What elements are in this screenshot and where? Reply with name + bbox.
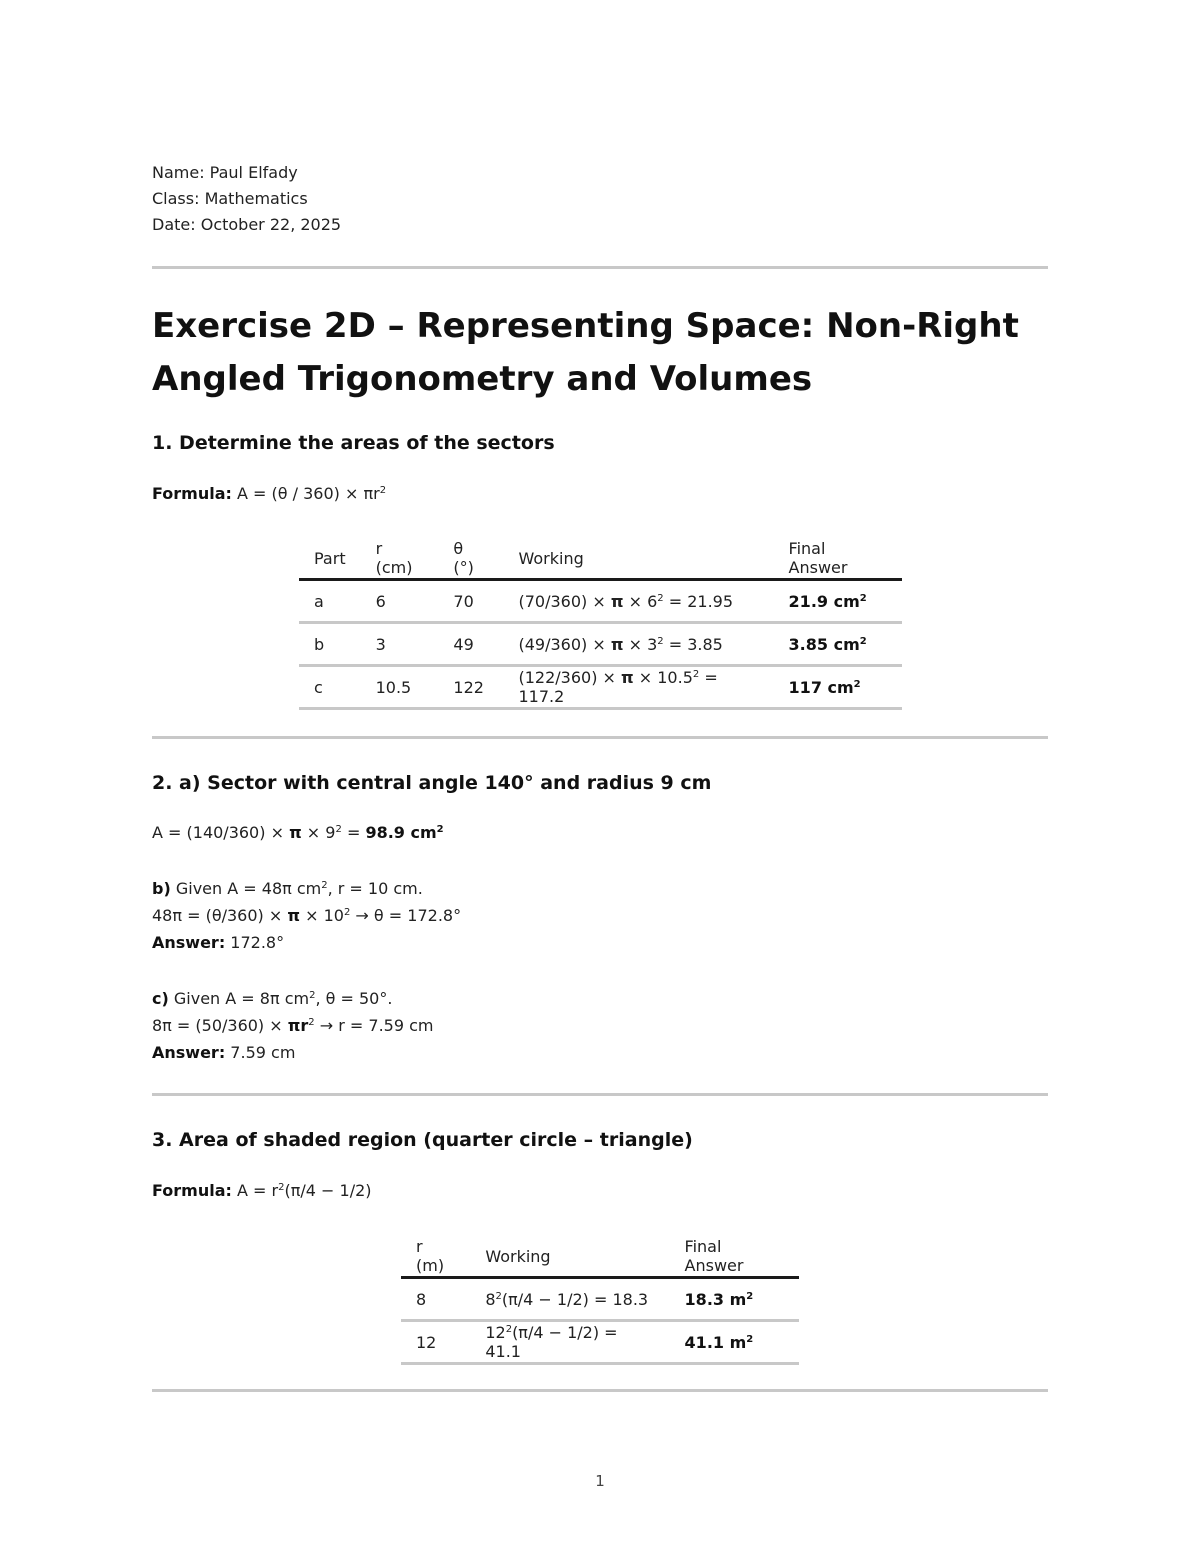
q2b-answer: Answer: 172.8°	[152, 933, 285, 952]
table-row	[299, 623, 902, 666]
cell-angle: 122	[438, 666, 503, 709]
cell-final-answer: 21.9 $cm^2$	[774, 580, 902, 623]
table-row	[299, 580, 902, 623]
sector-areas-table	[299, 538, 902, 710]
table-row	[299, 666, 902, 709]
cell-working: $(49/360) \times \pi \times 3^2 = 3.85$	[503, 623, 773, 666]
cell-radius: 3	[361, 623, 439, 666]
cell-final-answer: 117 $cm^2$	[774, 666, 902, 709]
cell-working: $(70/360) \times \pi \times 6^2 = 21.95$	[503, 580, 773, 623]
document-date: Date: October 22, 2025	[152, 215, 342, 234]
cell-part: a	[299, 580, 361, 623]
formula-label: Formula:	[152, 484, 232, 503]
column-header: Final Answer	[670, 1236, 799, 1278]
q1-formula	[152, 480, 386, 507]
page-number: 1	[595, 1472, 605, 1490]
formula-label: Formula:	[152, 1181, 232, 1200]
table-row	[401, 1278, 799, 1321]
divider	[152, 1389, 1048, 1392]
q2b-working: $48\pi = (\theta/360) \times \pi \times 10^2 \to \theta = 172.8^\circ$	[152, 906, 462, 925]
table-header-row	[299, 538, 902, 580]
column-header: Working	[503, 538, 773, 580]
cell-final-answer: 41.1 $m^2$	[670, 1321, 799, 1364]
q2c-given: c) Given A = 8π $cm^2$, θ = 50°.	[152, 989, 393, 1008]
column-header: Final Answer	[774, 538, 902, 580]
table-row	[401, 1321, 799, 1364]
column-header: θ (°)	[438, 538, 503, 580]
column-header: r (cm)	[361, 538, 439, 580]
q3-heading: 3. Area of shaded region (quarter circle – triangle)	[152, 1129, 693, 1151]
shaded-region-table	[401, 1236, 799, 1365]
student-info	[152, 160, 341, 238]
q3-formula: Formula: $A = r^2(\pi/4 - 1/2)$	[152, 1181, 372, 1200]
column-header: r (m)	[401, 1236, 470, 1278]
cell-radius: 6	[361, 580, 439, 623]
column-header: Part	[299, 538, 361, 580]
divider	[152, 266, 1048, 269]
cell-part: c	[299, 666, 361, 709]
cell-radius: 8	[401, 1278, 470, 1321]
cell-radius: 10.5	[361, 666, 439, 709]
cell-final-answer: 18.3 $m^2$	[670, 1278, 799, 1321]
cell-working: $(122/360) \times \pi \times 10.5^2 = 117.2$	[503, 666, 773, 709]
formula-exponent: 2	[379, 485, 387, 496]
class-name: Class: Mathematics	[152, 189, 308, 208]
formula-text: A = (θ / 360) × πr	[237, 484, 380, 503]
student-name: Name: Paul Elfady	[152, 163, 298, 182]
q2c-working: $8\pi = (50/360) \times \pi r^2 \to r = 7.59$ cm	[152, 1016, 434, 1035]
cell-part: b	[299, 623, 361, 666]
q2-heading: 2. a) Sector with central angle 140° and radius 9 cm	[152, 772, 712, 794]
cell-angle: 49	[438, 623, 503, 666]
cell-final-answer: 3.85 $cm^2$	[774, 623, 902, 666]
q2c-answer: Answer: 7.59 cm	[152, 1043, 296, 1062]
page-title: Exercise 2D – Representing Space: Non-Right Angled Trigonometry and Volumes	[152, 306, 1019, 399]
q1-heading: 1. Determine the areas of the sectors	[152, 432, 555, 454]
column-header: Working	[470, 1236, 669, 1278]
q2a-answer: 98.9 $cm^2$	[365, 823, 444, 842]
cell-angle: 70	[438, 580, 503, 623]
divider	[152, 1093, 1048, 1096]
divider	[152, 736, 1048, 739]
q2b-given: b) Given A = 48π $cm^2$, r = 10 cm.	[152, 879, 423, 898]
table-header-row	[401, 1236, 799, 1278]
q2a-working: $A = (140/360) \times \pi \times 9^2 = 98.9$ $cm^2$	[152, 823, 444, 842]
cell-working: $8^2(\pi/4 - 1/2) = 18.3$	[470, 1278, 669, 1321]
cell-working: $12^2(\pi/4 - 1/2) = 41.1$	[470, 1321, 669, 1364]
cell-radius: 12	[401, 1321, 470, 1364]
